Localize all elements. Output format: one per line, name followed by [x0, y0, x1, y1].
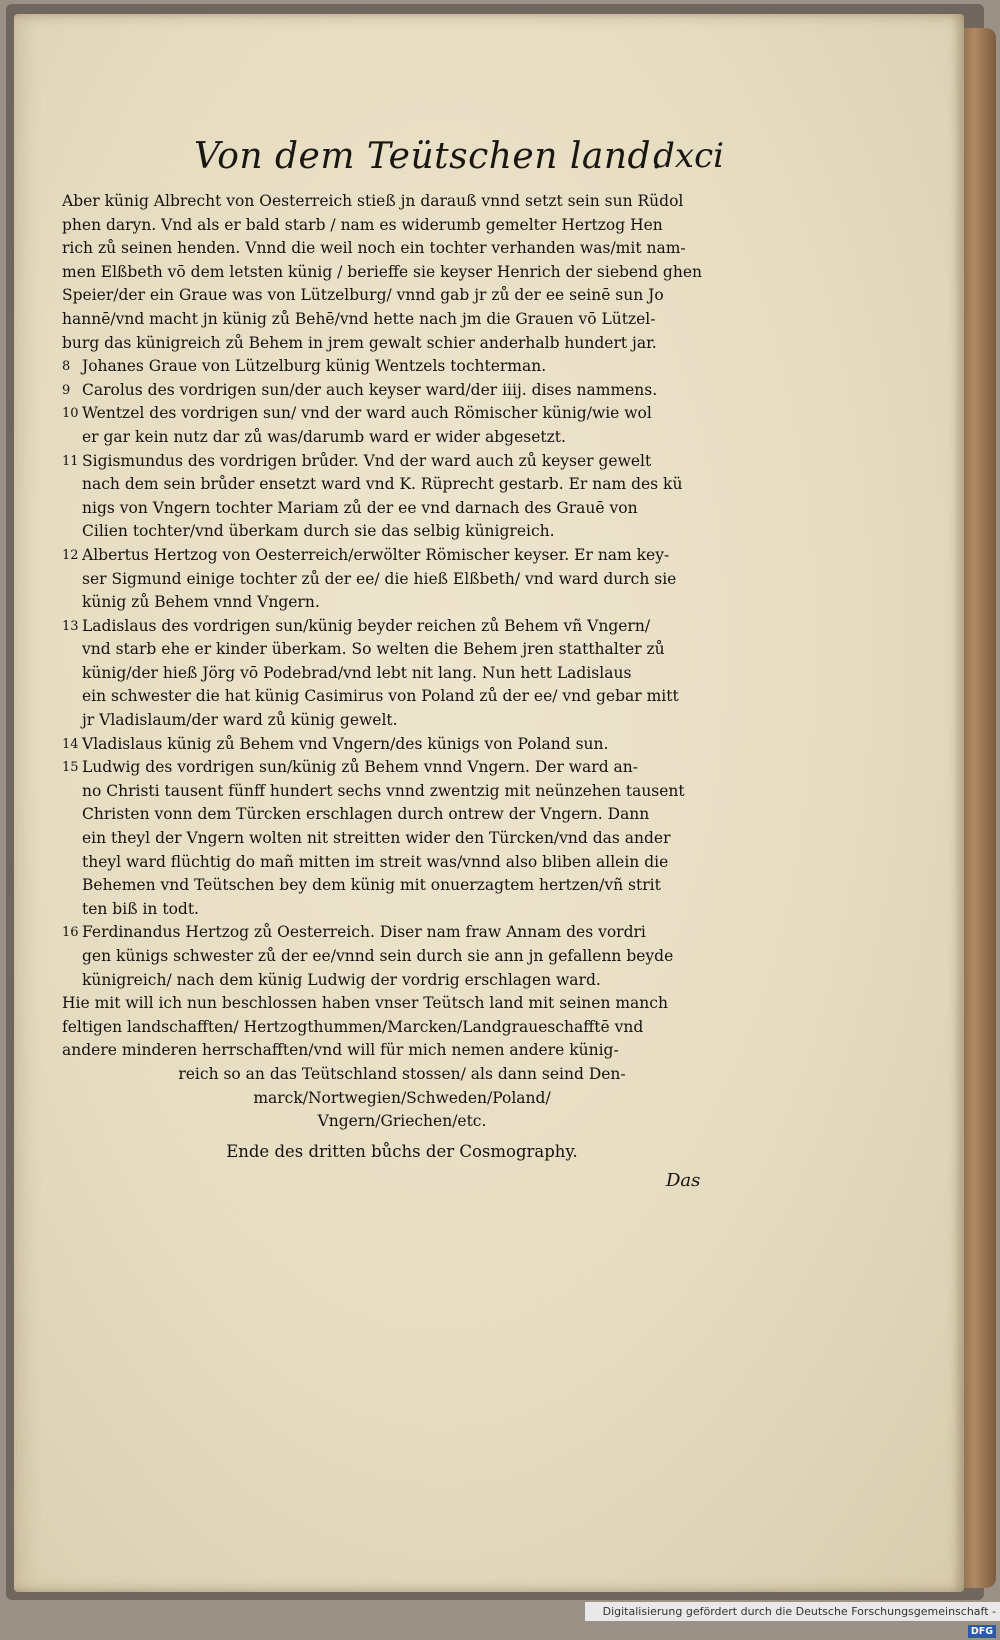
text-line [62, 237, 742, 261]
centered-line: reich so an das Teütschland stossen/ als dann seind Den- [178, 1064, 626, 1083]
text-line [62, 780, 742, 804]
line-text: künig zů Behem vnnd Vngern. [82, 593, 320, 612]
entry-number: 11 [62, 453, 79, 469]
main-text-block [62, 190, 742, 1134]
line-text: Speier/der ein Graue was von Lützelburg/ vnnd gab jr zů der ee seinē sun Jo [62, 286, 664, 305]
text-line [62, 473, 742, 497]
entry-number: 9 [62, 382, 71, 398]
line-text: Cilien tochter/vnd überkam durch sie das selbig künigreich. [82, 522, 555, 541]
line-text: Carolus des vordrigen sun/der auch keyser ward/der iiij. dises nammens. [82, 380, 658, 399]
line-text: Christen vonn dem Türcken erschlagen durch ontrew der Vngern. Dann [82, 805, 650, 824]
centered-line: Vngern/Griechen/etc. [317, 1112, 487, 1131]
line-text: ten biß in todt. [82, 899, 199, 918]
text-line [62, 756, 742, 780]
text-line [62, 945, 742, 969]
running-header [194, 132, 724, 188]
line-text: Aber künig Albrecht von Oesterreich stieß jn darauß vnnd setzt sein sun Rüdol [62, 192, 684, 210]
text-line [62, 520, 742, 544]
line-text: Albertus Hertzog von Oesterreich/erwölter Römischer keyser. Er nam key- [82, 545, 670, 564]
centered-conclusion [62, 1063, 742, 1134]
text-line [62, 450, 742, 474]
line-text: gen künigs schwester zů der ee/vnnd sein durch sie ann jn gefallenn beyde [82, 947, 674, 965]
line-text: Wentzel des vordrigen sun/ vnd der ward auch Römischer künig/wie wol [82, 404, 652, 423]
text-line [62, 851, 742, 875]
text-line [62, 638, 742, 662]
text-line [62, 662, 742, 686]
page-edges [960, 28, 996, 1588]
line-text: nigs von Vngern tochter Mariam zů der ee vnd darnach des Grauē von [82, 498, 638, 517]
entry-number: 14 [62, 736, 79, 752]
line-text: Sigismundus des vordrigen brůder. Vnd der ward auch zů keyser gewelt [82, 451, 652, 470]
closing-line: Hie mit will ich nun beschlossen haben vnser Teütsch land mit seinen manch [62, 994, 668, 1013]
text-line [62, 402, 742, 426]
line-text: nach dem sein brůder ensetzt ward vnd K. Rüprecht gestarb. Er nam des kü [82, 475, 683, 494]
closing-line: feltigen landschafften/ Hertzogthummen/Marcken/Landgraueschafftē vnd [62, 1017, 644, 1036]
entry-number: 10 [62, 406, 79, 422]
entry-number: 12 [62, 547, 79, 563]
line-text: ein theyl der Vngern wolten nit streitten wider den Türcken/vnd das ander [82, 829, 671, 848]
dfg-logo: DFG [968, 1625, 996, 1638]
text-line [62, 214, 742, 238]
line-text: rich zů seinen henden. Vnnd die weil noch ein tochter verhanden was/mit nam- [62, 239, 686, 258]
running-title: Von dem Teütschen land. [194, 136, 664, 177]
line-text: Ludwig des vordrigen sun/künig zů Behem vnnd Vngern. Der ward an- [82, 758, 639, 777]
line-text: Behemen vnd Teütschen bey dem künig mit onuerzagtem hertzen/vñ strit [82, 876, 661, 895]
text-line [62, 874, 742, 898]
line-text: künigreich/ nach dem künig Ludwig der vordrig erschlagen ward. [82, 970, 601, 989]
book-end-line: Ende des dritten bůchs der Cosmography. [226, 1142, 578, 1161]
line-text: er gar kein nutz dar zů was/darumb ward er wider abgesetzt. [82, 427, 566, 446]
line-text: künig/der hieß Jörg vō Podebrad/vnd lebt nit lang. Nun hett Ladislaus [82, 663, 632, 682]
text-line [62, 969, 742, 993]
line-text: Ferdinandus Hertzog zů Oesterreich. Diser nam fraw Annam des vordri [82, 923, 646, 942]
text-line [62, 803, 742, 827]
book-page [14, 14, 964, 1592]
text-line [62, 733, 742, 757]
text-line [62, 379, 742, 403]
text-line [62, 591, 742, 615]
text-line [62, 615, 742, 639]
text-line [62, 426, 742, 450]
line-text: phen daryn. Vnd als er bald starb / nam es widerumb gemelter Hertzog Hen [62, 215, 663, 234]
line-text: Ladislaus des vordrigen sun/künig beyder reichen zů Behem vñ Vngern/ [82, 616, 651, 635]
text-line [62, 190, 742, 214]
text-line [62, 709, 742, 733]
text-line [62, 332, 742, 356]
folio-number: dxci [653, 136, 724, 176]
line-text: Vladislaus künig zů Behem vnd Vngern/des künigs von Poland sun. [82, 734, 609, 753]
line-text: jr Vladislaum/der ward zů künig gewelt. [82, 711, 398, 730]
text-line [62, 568, 742, 592]
text-line [62, 284, 742, 308]
digitization-credit [585, 1602, 1000, 1637]
text-line [62, 308, 742, 332]
line-text: vnd starb ehe er kinder überkam. So welten die Behem jren statthalter zů [82, 640, 665, 659]
centered-line: marck/Nortwegien/Schweden/Poland/ [253, 1088, 551, 1107]
text-line [62, 261, 742, 285]
text-line [62, 497, 742, 521]
credit-text: Digitalisierung gefördert durch die Deutsche Forschungsgemeinschaft - [602, 1605, 996, 1618]
entry-number: 16 [62, 925, 79, 941]
line-text: hannē/vnd macht jn künig zů Behē/vnd hette nach jm die Grauen vō Lützel- [62, 309, 656, 328]
closing-line: andere minderen herrschafften/vnd will für mich nemen andere künig- [62, 1041, 619, 1060]
line-text: theyl ward flüchtig do mañ mitten im streit was/vnnd also bliben allein die [82, 852, 669, 871]
text-line [62, 544, 742, 568]
line-text: Johanes Graue von Lützelburg künig Wentzels tochterman. [82, 357, 547, 376]
text-line [62, 827, 742, 851]
line-text: no Christi tausent fünff hundert sechs vnnd zwentzig mit neünzehen tausent [82, 781, 685, 800]
line-text: ein schwester die hat künig Casimirus von Poland zů der ee/ vnd gebar mitt [82, 687, 679, 706]
entry-number: 13 [62, 618, 79, 634]
text-line [62, 685, 742, 709]
line-text: ser Sigmund einige tochter zů der ee/ die hieß Elßbeth/ vnd ward durch sie [82, 569, 677, 588]
line-text: burg das künigreich zů Behem in jrem gewalt schier anderhalb hundert jar. [62, 333, 657, 352]
catchword: Das [666, 1170, 701, 1191]
entry-number: 15 [62, 760, 79, 776]
entry-number: 8 [62, 359, 71, 375]
text-line [62, 921, 742, 945]
line-text: men Elßbeth vō dem letsten künig / berieffe sie keyser Henrich der siebend ghen [62, 262, 702, 281]
text-line [62, 355, 742, 379]
text-line [62, 898, 742, 922]
